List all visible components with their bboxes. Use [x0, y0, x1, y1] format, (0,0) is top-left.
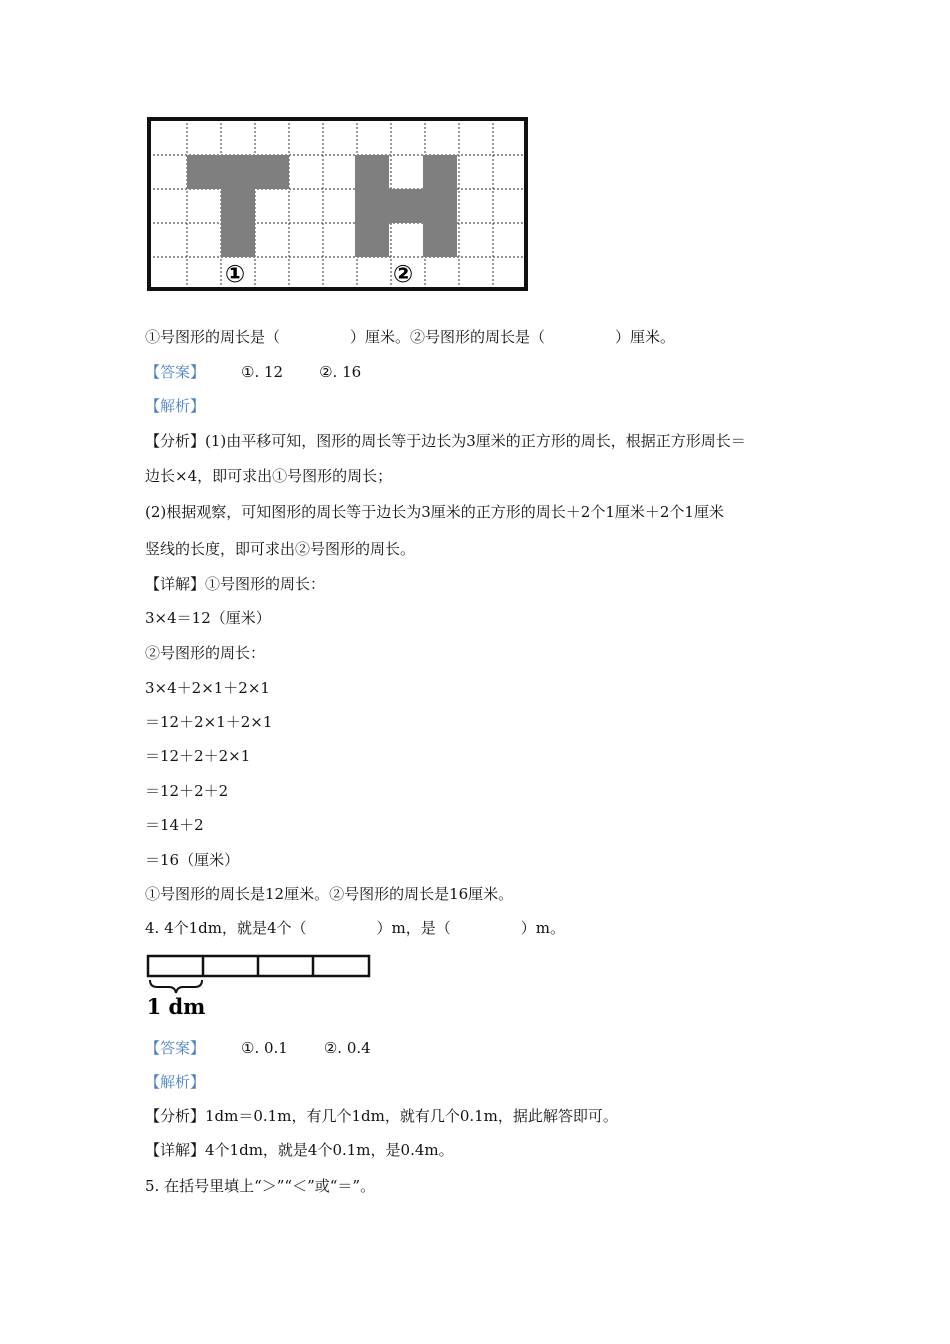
- answer-2: ②. 16: [319, 363, 362, 381]
- ruler-brace: [150, 980, 202, 993]
- q4-question-part2: ）m，是（: [376, 919, 451, 937]
- h-shape-bar: [389, 189, 423, 223]
- ruler-label: 1 dm: [146, 994, 206, 1017]
- answer-tag: 【答案】: [145, 363, 206, 381]
- q4-question: [145, 918, 565, 938]
- detail-line-1: 【详解】①号图形的周长：: [145, 575, 326, 593]
- q4-detail: 【详解】4个1dm，就是4个0.1m，是0.4m。: [145, 1141, 454, 1159]
- q4-question-part3: ）m。: [520, 919, 566, 937]
- q4-question-part1: 4. 4个1dm，就是4个（: [145, 919, 307, 937]
- detail-line-9: ＝16（厘米）: [145, 851, 240, 869]
- grid-figure: [145, 115, 530, 293]
- analysis-tag: 【解析】: [145, 397, 206, 415]
- q3-answer: [145, 362, 361, 382]
- figure-label-2: ②: [392, 260, 414, 288]
- ruler-figure: [145, 953, 375, 1017]
- analysis-line-1: 【分析】(1)由平移可知，图形的周长等于边长为3厘米的正方形的周长，根据正方形周长＝: [145, 432, 746, 450]
- analysis-line-3: (2)根据观察，可知图形的周长等于边长为3厘米的正方形的周长＋2个1厘米＋2个1厘米: [145, 503, 724, 521]
- q3-question-part1: ①号图形的周长是（: [145, 328, 281, 346]
- detail-line-7: ＝12＋2＋2: [145, 782, 229, 800]
- answer-tag: 【答案】: [145, 1039, 206, 1057]
- grid-border: [149, 119, 526, 289]
- figure-label-1: ①: [224, 260, 246, 288]
- detail-line-4: 3×4＋2×1＋2×1: [145, 679, 270, 697]
- answer-1: ①. 12: [241, 363, 284, 381]
- q3-question-part2: ）厘米。②号图形的周长是（: [350, 328, 546, 346]
- answer-1: ①. 0.1: [241, 1039, 288, 1057]
- q5-question: 5. 在括号里填上“＞”“＜”或“＝”。: [145, 1177, 376, 1195]
- detail-line-2: 3×4＝12（厘米）: [145, 609, 271, 627]
- detail-line-5: ＝12＋2×1＋2×1: [145, 713, 273, 731]
- detail-line-10: ①号图形的周长是12厘米。②号图形的周长是16厘米。: [145, 885, 514, 903]
- q3-question: [145, 327, 675, 347]
- h-shape-left: [355, 155, 389, 257]
- q4-answer: [145, 1038, 371, 1058]
- detail-line-8: ＝14＋2: [145, 816, 204, 834]
- analysis-line-4: 竖线的长度，即可求出②号图形的周长。: [145, 540, 416, 558]
- t-shape-stem: [221, 189, 255, 257]
- answer-2: ②. 0.4: [323, 1039, 371, 1057]
- detail-line-3: ②号图形的周长：: [145, 644, 266, 662]
- t-shape-top: [187, 155, 289, 189]
- q4-analysis-tag: 【解析】: [145, 1073, 206, 1091]
- h-shape-right: [423, 155, 457, 257]
- q4-analysis: 【分析】1dm＝0.1m，有几个1dm，就有几个0.1m，据此解答即可。: [145, 1107, 618, 1125]
- q3-question-part3: ）厘米。: [615, 328, 676, 346]
- detail-line-6: ＝12＋2＋2×1: [145, 747, 251, 765]
- analysis-line-2: 边长×4，即可求出①号图形的周长；: [145, 467, 393, 485]
